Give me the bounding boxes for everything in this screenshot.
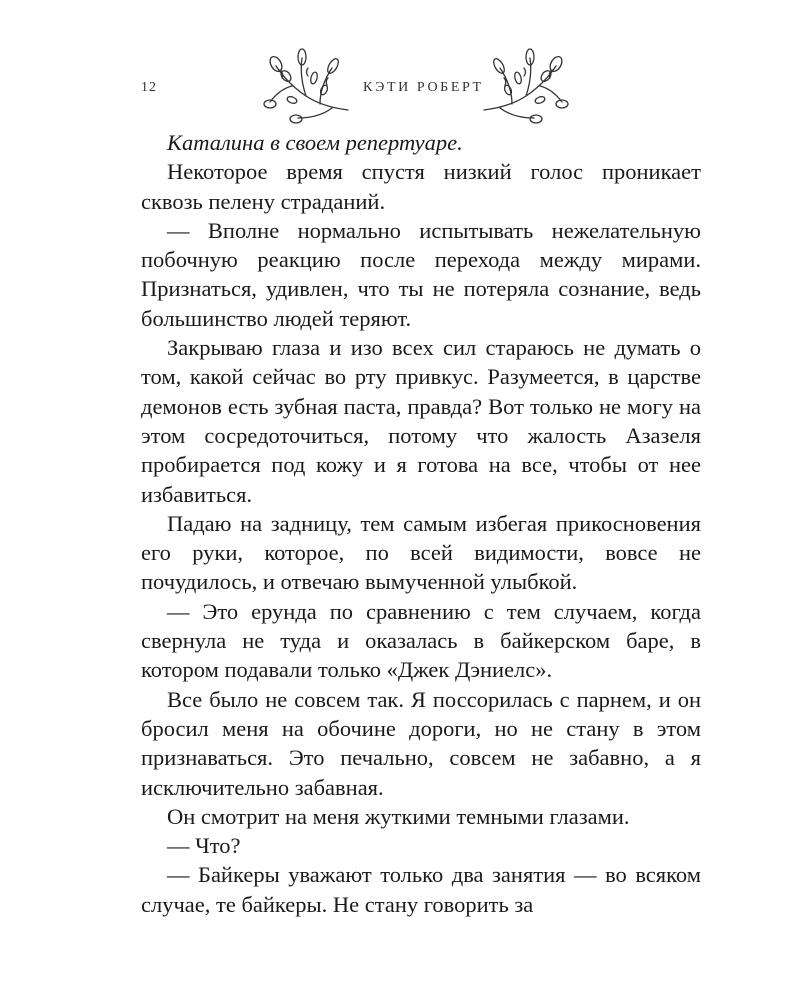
floral-ornament-icon	[480, 48, 570, 128]
floral-ornament-icon	[262, 48, 352, 128]
paragraph: Все было не совсем так. Я поссорилась с парнем, и он бросил меня на обочине дороги, но не стану в этом признаваться. Это печально, совсем не забавно, а я исключительно забавная.	[141, 686, 701, 800]
page-body	[141, 128, 701, 919]
paragraph: Падаю на задницу, тем самым избегая прикосновения его руки, которое, по всей видимости, вовсе не почудилось, и отвечаю вымученной улыбкой.	[141, 510, 701, 595]
paragraph: Закрываю глаза и изо всех сил стараюсь не думать о том, какой сейчас во рту привкус. Разумеется, в царстве демонов есть зубная паста, правда? Вот только не могу на этом сосредоточиться, потому что жалость Азазеля пробирается под кожу и я готова на все, чтобы от нее избавиться.	[141, 335, 701, 507]
italic-paragraph: Каталина в своем репертуаре.	[167, 130, 463, 155]
dialogue-paragraph: — Что?	[167, 833, 241, 859]
page-header	[0, 48, 800, 138]
paragraph: Некоторое время спустя низкий голос проникает сквозь пелену страданий.	[141, 159, 701, 214]
dialogue-paragraph: — Это ерунда по сравнению с тем случаем, когда свернула не туда и оказалась в байкерском баре, в котором подавали только «Джек Дэниелс».	[141, 598, 701, 683]
dialogue-paragraph: — Вполне нормально испытывать нежелательную побочную реакцию после перехода между мирами. Признаться, удивлен, что ты не потеряла сознание, ведь большинство людей теряют.	[141, 217, 701, 331]
page-number: 12	[141, 80, 157, 95]
paragraph: Он смотрит на меня жуткими темными глазами.	[167, 803, 630, 829]
running-head: КЭТИ РОБЕРТ	[363, 80, 484, 95]
dialogue-paragraph: — Байкеры уважают только два занятия — во всяком случае, те байкеры. Не стану говорить за	[141, 862, 701, 917]
